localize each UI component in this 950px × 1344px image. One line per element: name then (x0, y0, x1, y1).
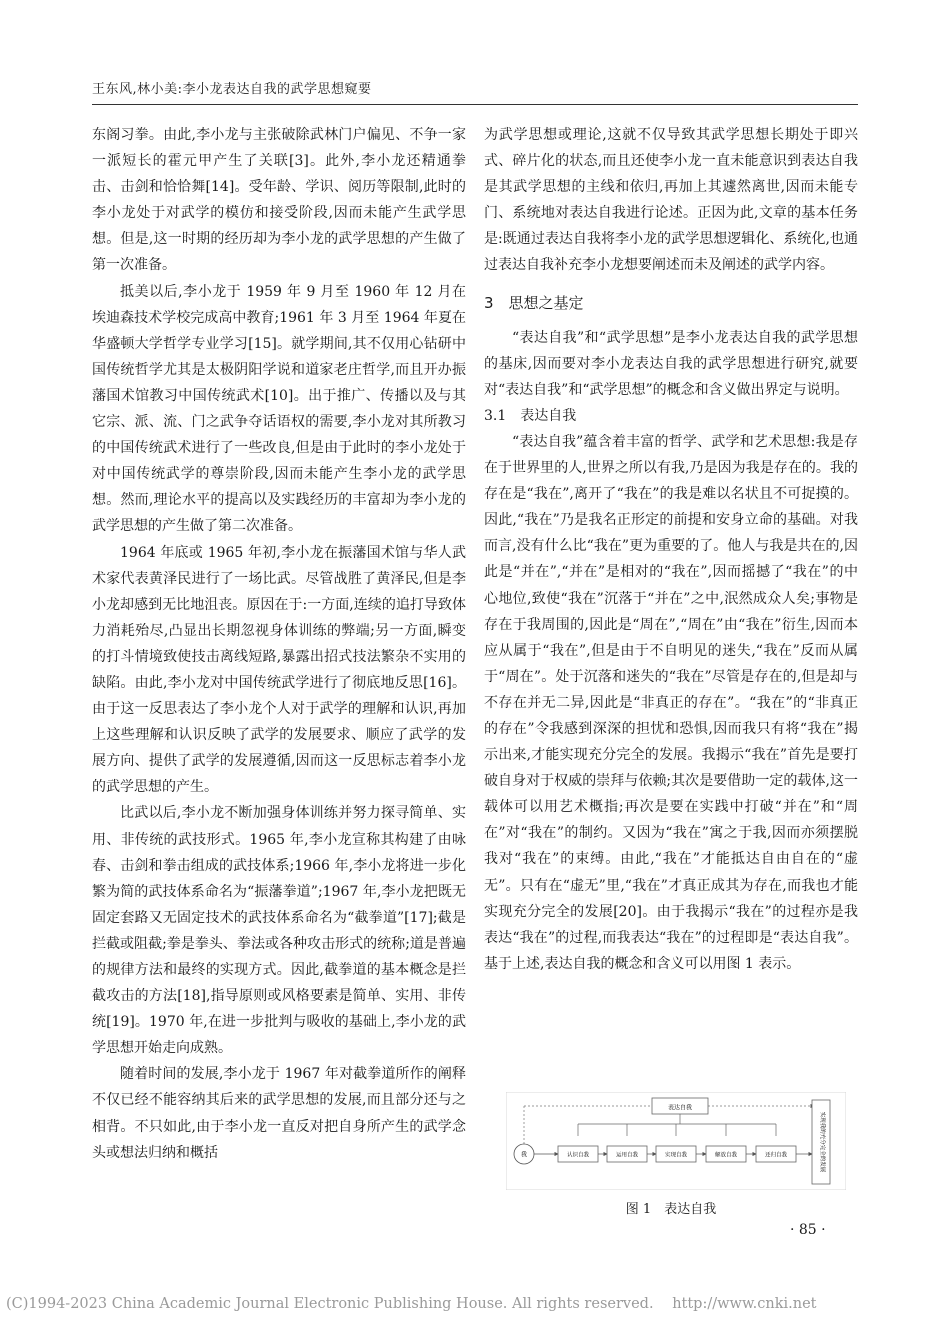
node-stage4-label: 解放自我 (714, 1152, 738, 1159)
left-paragraph-2: 抵美以后,李小龙于 1959 年 9 月至 1960 年 12 月在埃迪森技术学校完成高中教育;1961 年 3 月至 1964 年夏在华盛顿大学哲学专业学习[15]。就学期间,其不仅用心钻研中国传统哲学尤其是太极阴阳学说和道家老庄哲学,而且开办振藩国术馆教习中国传统武术[10]。出于推广、传播以及与其它宗、派、流、门之武争夺话语权的需要,李小龙对其所教习的中国传统武术进行了一些改良,但是由于此时的李小龙处于对中国传统武学的尊崇阶段,因而未能产生李小龙的武学思想。然而,理论水平的提高以及实践经历的丰富却为李小龙的武学思想的产生做了第二次准备。 (92, 283, 466, 535)
node-end-label: 实现我的充分完全的发展 (819, 1111, 825, 1173)
right-column (484, 122, 858, 977)
section-intro: “表达自我”和“武学思想”是李小龙表达自我的武学思想的基床,因而要对李小龙表达自我的武学思想进行研究,就要对“表达自我”和“武学思想”的概念和含义做出界定与说明。 (484, 329, 858, 398)
node-stage5-label: 还归自我 (764, 1152, 788, 1159)
diagram-svg (506, 1092, 846, 1190)
node-stage3-label: 实现自我 (664, 1152, 688, 1159)
right-paragraph-continued: 为武学思想或理论,这就不仅导致其武学思想长期处于即兴式、碎片化的状态,而且还使李小龙一直未能意识到表达自我是其武学思想的主线和依归,再加上其遽然离世,因而未能专门、系统地对表达自我进行论述。正因为此,文章的基本任务是:既通过表达自我将李小龙的武学思想逻辑化、系统化,也通过表达自我补充李小龙想要阐述而未及阐述的武学内容。 (484, 127, 858, 274)
node-stage2-label: 运用自我 (615, 1152, 639, 1159)
footer-copyright: (C)1994-2023 China Academic Journal Electronic Publishing House. All rights reserved. (6, 1296, 654, 1312)
subsection-text: “表达自我”蕴含着丰富的哲学、武学和艺术思想:我是存在于世界里的人,世界之所以有我,乃是因为我是存在的。我的存在是“我在”,离开了“我在”的我是难以名状且不可捉摸的。因此,“我在”乃是我名正形定的前提和安身立命的基础。对我而言,没有什么比“我在”更为重要的了。他人与我是共在的,因此是“并在”,“并在”是相对的“我在”,因而摇撼了“我在”的中心地位,致使“我在”沉落于“并在”之中,泯然成众人矣;事物是存在于我周围的,因此是“周在”,“周在”由“我在”衍生,因而本应从属于“我在”,但是由于不自明见的迷失,“我在”反而从属于“周在”。处于沉落和迷失的“我在”尽管是存在的,但是却与不存在并无二异,因此是“非真正的存在”。“我在”的“非真正的存在”令我感到深深的担忧和恐惧,因而我只有将“我在”揭示出来,才能实现充分完全的发展。我揭示“我在”首先是要打破自身对于权威的崇拜与依赖;其次是要借助一定的载体,这一载体可以用艺术概指;再次是要在实践中打破“并在”和“周在”对“我在”的制约。又因为“我在”寓之于我,因而亦须摆脱我对“我在”的束缚。由此,“我在”才能抵达自由自在的“虚无”。只有在“虚无”里,“我在”才真正成其为存在,而我也才能实现充分完全的发展[20]。由于我揭示“我在”的过程亦是我表达“我在”的过程,而我表达“我在”的过程即是“表达自我”。基于上述,表达自我的概念和含义可以用图 1 表示。 (484, 433, 858, 972)
left-paragraph-5: 随着时间的发展,李小龙于 1967 年对截拳道所作的阐释不仅已经不能容纳其后来的武学思想的发展,而且部分还与之相背。不只如此,由于李小龙一直反对把自身所产生的武学念头或想法归纳和概括 (92, 1066, 466, 1161)
footer (6, 1296, 950, 1312)
node-top-label: 表达自我 (667, 1104, 693, 1112)
figure-diagram (506, 1092, 846, 1190)
node-start-label: 我 (520, 1151, 528, 1159)
section-heading: 3 思想之基定 (484, 293, 584, 312)
node-stage1-label: 认识自我 (566, 1152, 590, 1159)
left-paragraph-4: 比武以后,李小龙不断加强身体训练并努力探寻简单、实用、非传统的武技形式。1965 年,李小龙宣称其构建了由咏春、击剑和拳击组成的武技体系;1966 年,李小龙将进一步化繁为简的武技体系命名为“振藩拳道”;1967 年,李小龙把既无固定套路又无固定技术的武技体系命名为“截拳道”[17];截是拦截或阻截;拳是拳头、拳法或各种攻击形式的统称;道是普遍的规律方法和最终的实现方式。因此,截拳道的基本概念是拦截攻击的方法[18],指导原则或风格要素是简单、实用、非传统[19]。1970 年,在进一步批判与吸收的基础上,李小龙的武学思想开始走向成熟。 (92, 805, 466, 1057)
header-rule (92, 104, 858, 105)
left-column (92, 122, 466, 1166)
page-number: · 85 · (790, 1222, 826, 1238)
running-header: 王东风,林小美:李小龙表达自我的武学思想窥要 (92, 82, 372, 97)
left-paragraph-3: 1964 年底或 1965 年初,李小龙在振藩国术馆与华人武术家代表黄泽民进行了一场比武。尽管战胜了黄泽民,但是李小龙却感到无比地沮丧。原因在于:一方面,连续的追打导致体力消耗殆尽,凸显出长期忽视身体训练的弊端;另一方面,瞬变的打斗情境致使技击离线短路,暴露出招式技法繁杂不实用的缺陷。由此,李小龙对中国传统武学进行了彻底地反思[16]。由于这一反思表达了李小龙个人对于武学的理解和认识,再加上这些理解和认识反映了武学的发展要求、顺应了武学的发展方向、提供了武学的发展遵循,因而这一反思标志着李小龙的武学思想的产生。 (92, 544, 466, 796)
left-paragraph-1: 东阁习拳。由此,李小龙与主张破除武林门户偏见、不争一家一派短长的霍元甲产生了关联[3]。此外,李小龙还精通拳击、击剑和恰恰舞[14]。受年龄、学识、阅历等限制,此时的李小龙处于对武学的模仿和接受阶段,因而未能产生武学思想。但是,这一时期的经历却为李小龙的武学思想的产生做了第一次准备。 (92, 127, 466, 274)
subsection-heading: 3.1 表达自我 (484, 407, 577, 424)
figure-caption: 图 1 表达自我 (625, 1202, 717, 1217)
footer-url[interactable]: http://www.cnki.net (672, 1296, 817, 1312)
